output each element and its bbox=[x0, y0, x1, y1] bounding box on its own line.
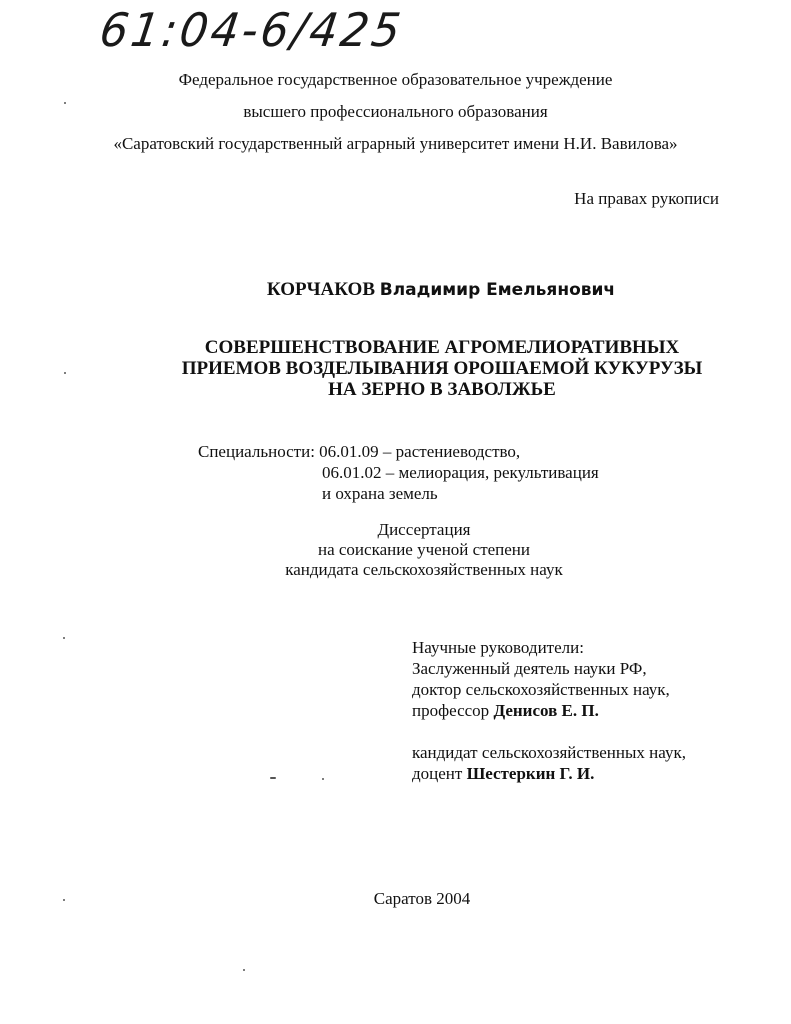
institution-line-2: высшего профессионального образования bbox=[243, 102, 548, 121]
advisor-1-line-1: Заслуженный деятель науки РФ, bbox=[412, 659, 647, 678]
scan-speck bbox=[63, 899, 65, 901]
title-line-1: СОВЕРШЕНСТВОВАНИЕ АГРОМЕЛИОРАТИВНЫХ bbox=[204, 337, 680, 358]
advisor-2-line-1: кандидат сельскохозяйственных наук, bbox=[412, 743, 686, 762]
institution-header bbox=[0, 70, 791, 154]
advisor-1-rank: профессор bbox=[412, 701, 490, 720]
dissertation-title bbox=[0, 337, 791, 400]
city-year: Саратов 2004 bbox=[373, 889, 471, 908]
specialties-block bbox=[198, 441, 599, 504]
advisor-1-line-2: доктор сельскохозяйственных наук, bbox=[412, 680, 670, 699]
advisor-2-rank: доцент bbox=[412, 764, 463, 783]
specialty-line-2: 06.01.02 – мелиорация, рекультивация bbox=[322, 463, 599, 482]
handwritten-catalog-code: 61:04-6/425 bbox=[96, 4, 407, 58]
degree-line-3: кандидата сельскохозяйственных наук bbox=[285, 560, 563, 579]
title-line-2: ПРИЕМОВ ВОЗДЕЛЫВАНИЯ ОРОШАЕМОЙ КУКУРУЗЫ bbox=[181, 358, 703, 379]
specialty-line-1: Специальности: 06.01.09 – растениеводство, bbox=[198, 442, 521, 461]
degree-line-2: на соискание ученой степени bbox=[317, 540, 531, 559]
scan-speck bbox=[243, 969, 245, 971]
manuscript-note: На правах рукописи bbox=[574, 189, 719, 208]
institution-line-3: «Саратовский государственный аграрный университет имени Н.И. Вавилова» bbox=[113, 134, 678, 153]
scan-speck bbox=[63, 637, 65, 639]
advisor-1-name: Денисов Е. П. bbox=[493, 701, 599, 720]
degree-line-1: Диссертация bbox=[377, 520, 471, 539]
scan-speck bbox=[270, 777, 276, 779]
advisor-1-line-3 bbox=[412, 700, 686, 721]
author-given-names: Владимир Емельянович bbox=[379, 280, 616, 300]
advisor-2-line-2 bbox=[412, 763, 686, 784]
title-line-3: НА ЗЕРНО В ЗАВОЛЖЬЕ bbox=[328, 379, 556, 400]
institution-line-1: Федеральное государственное образовательное учреждение bbox=[178, 70, 613, 89]
advisors-block bbox=[412, 637, 686, 784]
author-name bbox=[0, 279, 791, 301]
author-surname: КОРЧАКОВ bbox=[266, 279, 375, 300]
degree-block bbox=[0, 520, 791, 580]
advisor-2-name: Шестеркин Г. И. bbox=[466, 764, 595, 783]
specialty-line-3: и охрана земель bbox=[322, 484, 438, 503]
scan-speck bbox=[322, 778, 324, 780]
scan-speck bbox=[64, 372, 66, 374]
advisors-heading: Научные руководители: bbox=[412, 638, 584, 657]
scan-speck bbox=[64, 102, 66, 104]
